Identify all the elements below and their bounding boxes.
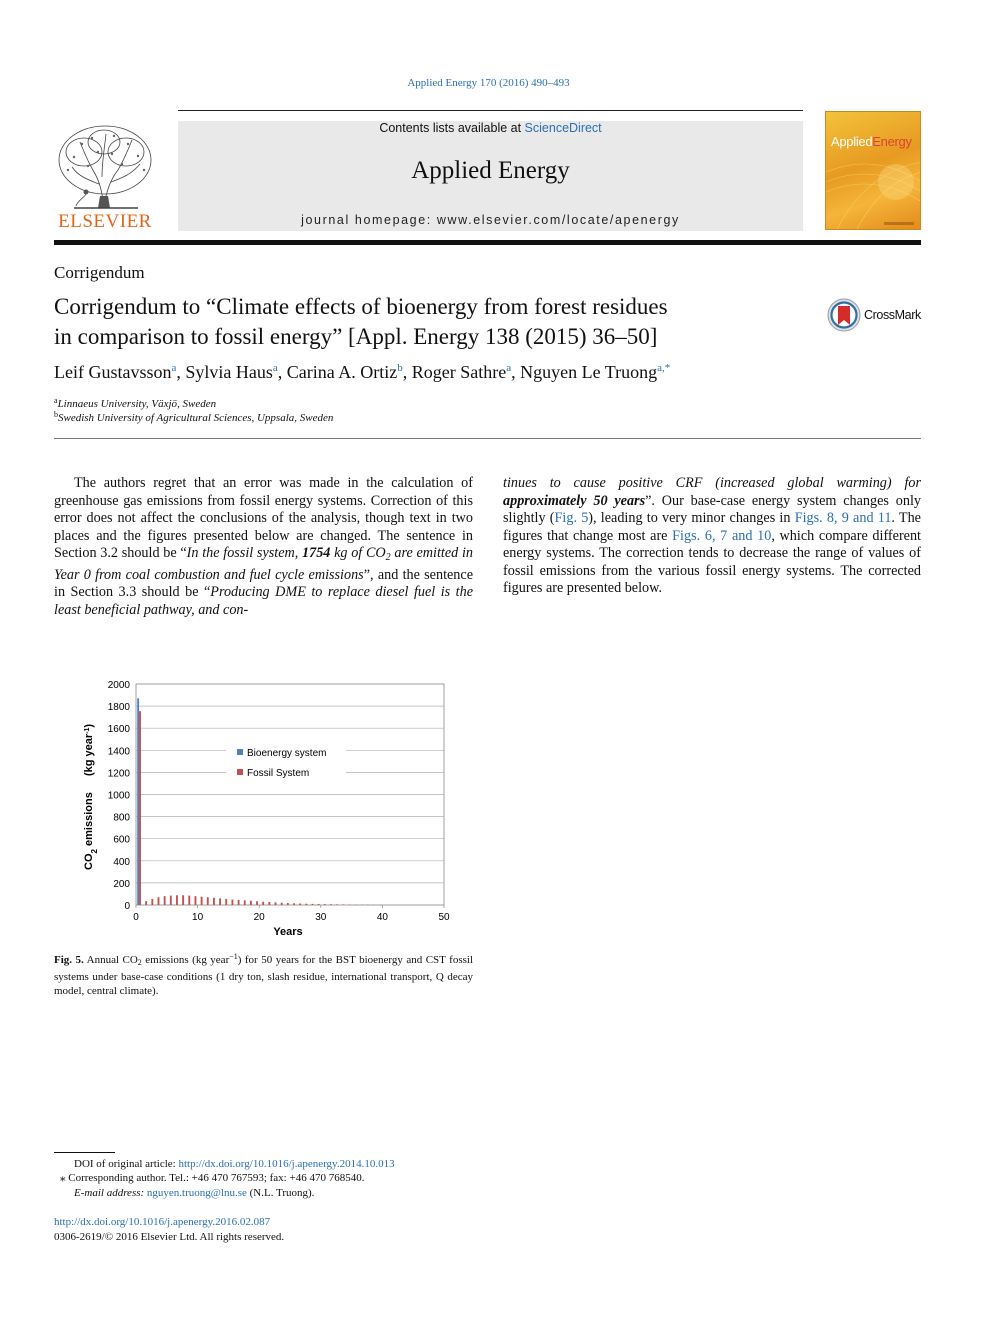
- body-italic-text: tinues to cause positive CRF (increased global warming) for: [503, 475, 921, 491]
- y-tick-label: 600: [113, 834, 130, 846]
- bar-fossil-year-28: [312, 904, 314, 905]
- body-bold-value: 1754: [302, 545, 331, 561]
- bar-fossil-year-17: [244, 900, 246, 905]
- crossmark-label[interactable]: CrossMark: [864, 308, 921, 322]
- x-tick-label: 10: [192, 912, 204, 923]
- author-5-affil[interactable]: a,*: [657, 362, 671, 374]
- bar-fossil-year-30: [324, 904, 326, 905]
- y-axis-unit-sup: -1: [83, 727, 91, 734]
- contents-prefix: Contents lists available at: [379, 121, 525, 135]
- bar-fossil-year-18: [250, 901, 252, 905]
- bar-fossil-year-29: [318, 904, 320, 905]
- figs-6-7-10-link[interactable]: Figs. 6, 7 and 10: [672, 527, 772, 544]
- article-type: Corrigendum: [54, 263, 145, 282]
- contents-line: [178, 121, 803, 135]
- bar-fossil-year-12: [213, 898, 215, 905]
- bar-fossil-year-32: [336, 904, 338, 905]
- caption-text: Annual CO: [83, 954, 138, 966]
- footnote-rule: [54, 1152, 115, 1153]
- bar-fossil-year-16: [238, 900, 240, 905]
- author-1[interactable]: Leif Gustavsson: [54, 362, 172, 382]
- article-title: [54, 292, 794, 352]
- bar-fossil-year-19: [256, 901, 258, 905]
- y-tick-label: 800: [113, 812, 130, 824]
- email-label: E-mail address:: [74, 1187, 147, 1199]
- bar-fossil-year-1: [145, 901, 147, 905]
- bar-fossil-year-13: [219, 898, 221, 905]
- author-2[interactable]: Sylvia Haus: [185, 362, 273, 382]
- bar-fossil-year-11: [207, 897, 209, 905]
- bar-fossil-year-31: [330, 904, 332, 905]
- author-5[interactable]: Nguyen Le Truong: [520, 362, 658, 382]
- figs-8-9-11-link[interactable]: Figs. 8, 9 and 11: [794, 510, 892, 526]
- legend-label-bioenergy: Bioenergy system: [247, 748, 327, 759]
- author-3[interactable]: Carina A. Ortiz: [286, 362, 398, 382]
- bar-fossil-year-9: [195, 896, 197, 905]
- cover-title-word1: Applied: [831, 134, 873, 149]
- body-column-left: [54, 475, 473, 619]
- doi-label: DOI of original article:: [74, 1158, 179, 1170]
- body-text: The authors regret that an error was made in the calculation of greenhouse gas emissions from fossil energy systems. Correction of this error does not affect the conclusions of the analysis, though text in two places and the figures presented below are changed. The sentence in Section 3.2 should be “: [54, 475, 473, 561]
- y-tick-label: 400: [113, 856, 130, 868]
- bar-fossil-year-15: [231, 899, 233, 905]
- affiliation-a-text: Linnaeus University, Växjö, Sweden: [57, 398, 217, 410]
- y-tick-label: 1600: [107, 724, 130, 736]
- body-italic-text: Producing DME to replace diesel fuel is the least beneficial pathway, and con-: [54, 584, 473, 618]
- author-list: Leif Gustavsson$^a$, Sylvia Haus$^a$, Carina A. Ortiz$^b$, Roger Sathre$^a$, Nguyen Le Truong$^{a,*}$: [54, 362, 671, 382]
- y-tick-label: 200: [113, 878, 130, 890]
- email-suffix: (N.L. Truong).: [246, 1187, 315, 1199]
- y-axis-unit-end: ): [83, 723, 95, 728]
- caption-text: ) for 50 years for the BST bioenergy and CST fossil systems under base-case conditions (1 dry ton, slash residue, international transport, Q decay model, central climate).: [54, 954, 474, 997]
- body-text: . The figures that change most are: [503, 510, 921, 544]
- article-doi: [54, 1216, 270, 1228]
- y-tick-label: 1400: [107, 746, 130, 758]
- y-axis-label-main: CO: [83, 853, 95, 870]
- author-4-affil[interactable]: a: [506, 362, 512, 374]
- journal-name: Applied Energy: [411, 157, 570, 184]
- affiliation-b: [54, 410, 333, 424]
- legend-label-fossil: Fossil System: [247, 768, 310, 779]
- bar-fossil-year-21: [268, 902, 270, 905]
- bar-fossil-year-22: [275, 902, 277, 905]
- y-axis-label-sub: 2: [89, 849, 99, 854]
- affiliation-b-mark: b: [54, 410, 58, 419]
- body-italic-text: kg of CO: [330, 545, 386, 561]
- footnote-original-doi: [74, 1157, 395, 1171]
- bar-fossil-year-24: [287, 903, 289, 905]
- body-italic-text: are emitted in Year 0 from coal combustion and fuel cycle emissions: [54, 545, 473, 583]
- elsevier-wordmark: ELSEVIER: [58, 211, 152, 232]
- footnote-email: [74, 1186, 314, 1200]
- y-axis-label: [83, 792, 99, 870]
- sciencedirect-link[interactable]: ScienceDirect: [524, 121, 602, 135]
- y-axis-unit: [83, 724, 95, 776]
- body-paragraph-left: [54, 475, 473, 619]
- x-tick-label: 0: [133, 912, 139, 923]
- body-bold-text: approximately 50 years: [503, 492, 646, 509]
- body-italic-text: In the fossil system,: [186, 545, 303, 561]
- y-tick-label: 1800: [107, 702, 130, 714]
- bar-fossil-year-14: [225, 899, 227, 905]
- copyright: 0306-2619/© 2016 Elsevier Ltd. All rights reserved.: [54, 1231, 285, 1243]
- author-3-affil[interactable]: b: [397, 362, 403, 374]
- bar-fossil-year-33: [342, 904, 344, 905]
- x-tick-label: 20: [253, 912, 265, 923]
- bar-fossil-year-0: [139, 711, 141, 905]
- figure-5-chart: [70, 672, 455, 942]
- journal-cover-thumbnail[interactable]: [825, 111, 921, 230]
- body-text: ), leading to very minor changes in: [588, 510, 795, 526]
- x-axis-label: Years: [273, 926, 303, 938]
- article-doi-link[interactable]: http://dx.doi.org/10.1016/j.apenergy.2016.02.087: [54, 1216, 271, 1228]
- bar-bioenergy-year-0: [137, 698, 139, 905]
- bar-fossil-year-10: [201, 897, 203, 905]
- article-title-line2: in comparison to fossil energy” [Appl. Energy 138 (2015) 36–50]: [54, 324, 658, 349]
- footnote-corresponding: [60, 1171, 364, 1185]
- body-column-right: [503, 475, 921, 598]
- x-axis-ticks: [133, 905, 450, 923]
- bar-fossil-year-3: [158, 897, 160, 905]
- bar-fossil-year-20: [262, 902, 264, 905]
- header-thick-rule: [54, 240, 921, 245]
- figure-label: Fig. 5.: [54, 954, 84, 966]
- journal-citation[interactable]: Applied Energy 170 (2016) 490–493: [407, 77, 570, 89]
- body-text: ”. Our base-case energy system changes only slightly (: [503, 492, 921, 526]
- cover-art-icon: [826, 112, 921, 230]
- header-rule: [178, 110, 803, 111]
- bar-fossil-year-25: [293, 903, 295, 905]
- body-text: , which compare different energy systems. The correction tends to decrease the range of values of fossil emissions from the various fossil energy systems. The corrected figures are presented below.: [503, 527, 921, 596]
- bar-fossil-year-4: [164, 896, 166, 905]
- y-tick-label: 1000: [107, 790, 130, 802]
- y-tick-label: 2000: [107, 680, 130, 691]
- body-text: ”, and the sentence in Section 3.3 should be “: [54, 566, 473, 600]
- author-4[interactable]: Roger Sathre: [411, 362, 507, 382]
- y-tick-label: 1200: [107, 768, 130, 780]
- author-1-affil[interactable]: a: [171, 362, 177, 374]
- bar-fossil-year-5: [170, 896, 172, 905]
- cover-title-word2: Energy: [872, 134, 912, 149]
- chart-legend: [226, 744, 346, 784]
- bar-fossil-year-27: [305, 904, 307, 905]
- x-tick-label: 30: [315, 912, 327, 923]
- caption-text: emissions (kg year: [141, 954, 230, 966]
- asterisk-icon: ⁎: [60, 1172, 66, 1184]
- caption-subscript: 2: [137, 958, 142, 967]
- y-axis-ticks: [108, 680, 131, 912]
- legend-swatch-fossil: [237, 769, 243, 775]
- bar-fossil-year-6: [176, 895, 178, 905]
- bar-fossil-year-2: [151, 899, 153, 905]
- corresponding-text: Corresponding author. Tel.: +46 470 767593; fax: +46 470 768540.: [65, 1172, 365, 1184]
- journal-homepage[interactable]: journal homepage: www.elsevier.com/locate/apenergy: [301, 213, 680, 227]
- bar-fossil-year-8: [188, 896, 190, 905]
- x-tick-label: 40: [376, 912, 388, 923]
- affiliation-a: [54, 396, 216, 410]
- body-subscript: 2: [385, 552, 391, 563]
- y-axis-unit-text: (kg year: [83, 733, 95, 776]
- email-link[interactable]: nguyen.truong@lnu.se: [146, 1187, 247, 1199]
- x-tick-label: 50: [438, 912, 450, 923]
- legend-swatch-bioenergy: [237, 749, 243, 755]
- original-doi-link[interactable]: http://dx.doi.org/10.1016/j.apenergy.2014.10.013: [178, 1158, 395, 1170]
- y-tick-label: 0: [124, 901, 130, 912]
- cover-title: [831, 134, 912, 149]
- affiliation-a-mark: a: [54, 396, 58, 405]
- figure-5-caption: [54, 950, 473, 998]
- author-2-affil[interactable]: a: [272, 362, 278, 374]
- body-paragraph-right: [503, 475, 921, 598]
- affiliation-b-text: Swedish University of Agricultural Sciences, Uppsala, Sweden: [58, 412, 334, 424]
- bar-fossil-year-26: [299, 903, 301, 905]
- bar-fossil-year-23: [281, 903, 283, 905]
- caption-superscript: −1: [229, 952, 238, 961]
- bar-fossil-year-7: [182, 895, 184, 905]
- section-rule: [54, 438, 921, 439]
- fig-5-link[interactable]: Fig. 5: [554, 510, 589, 526]
- article-title-line1: Corrigendum to “Climate effects of bioenergy from forest residues: [54, 294, 668, 319]
- y-axis-label-rest: emissions: [83, 792, 95, 850]
